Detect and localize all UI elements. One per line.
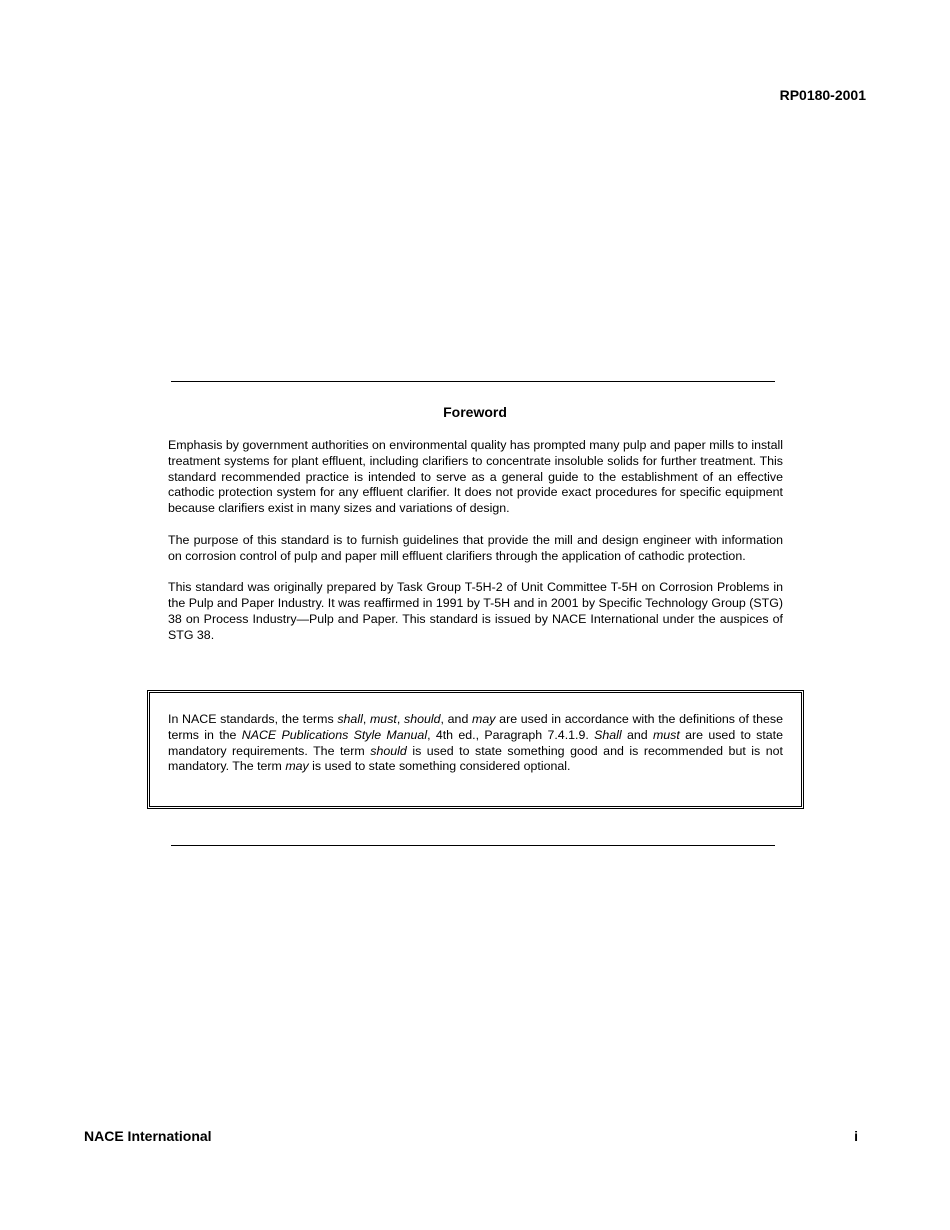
term-may: may — [285, 759, 309, 774]
terminology-notice-box — [147, 690, 804, 809]
term-should: should — [404, 712, 441, 726]
footer-page-number: i — [854, 1128, 858, 1144]
foreword-paragraph-1: Emphasis by government authorities on environmental quality has prompted many pulp and paper mills to install treatment systems for plant effluent, including clarifiers to concentrate insoluble solids for further treatment. This standard recommended practice is intended to serve as a general guide to the establishment of an effective cathodic protection system for any effluent clarifier. It does not provide exact procedures for specific equipment because clarifiers exist in many sizes and variations of design. — [168, 438, 783, 516]
terminology-notice-text — [168, 712, 783, 775]
notice-text: , 4th ed., Paragraph 7.4.1.9. — [427, 727, 595, 742]
foreword-body — [168, 438, 783, 659]
term-shall-cap: Shall — [594, 727, 622, 742]
notice-text: and — [621, 727, 653, 742]
term-should: should — [370, 743, 407, 758]
footer-organization: NACE International — [84, 1128, 212, 1144]
notice-text: are used in accordance with the definitions of these terms in the — [168, 712, 783, 742]
notice-text: , and — [440, 712, 473, 726]
notice-text: , — [396, 712, 404, 726]
term-must: must — [652, 727, 680, 742]
foreword-title: Foreword — [443, 404, 507, 420]
notice-text: is used to state something good and is recommended but is not mandatory. The term — [168, 743, 783, 774]
term-may: may — [472, 712, 496, 726]
notice-text: , — [362, 712, 370, 726]
document-number: RP0180-2001 — [779, 87, 866, 103]
notice-text: In NACE standards, the terms — [168, 712, 338, 726]
term-shall: shall — [337, 712, 363, 726]
foreword-paragraph-2: The purpose of this standard is to furnish guidelines that provide the mill and design engineer with information on corrosion control of pulp and paper mill effluent clarifiers through the application of cathodic protection. — [168, 532, 783, 563]
notice-text: is used to state something considered optional. — [308, 759, 571, 774]
notice-text: are used to state mandatory requirements. The term — [168, 727, 784, 758]
bottom-divider — [171, 845, 775, 846]
style-manual-title: NACE Publications Style Manual — [241, 727, 428, 742]
term-must: must — [369, 712, 397, 726]
top-divider — [171, 381, 775, 382]
foreword-paragraph-3: This standard was originally prepared by Task Group T-5H-2 of Unit Committee T-5H on Corrosion Problems in the Pulp and Paper Industry. It was reaffirmed in 1991 by T-5H and in 2001 by Specific Technology Group (STG) 38 on Process Industry—Pulp and Paper. This standard is issued by NACE International under the auspices of STG 38. — [168, 580, 783, 642]
